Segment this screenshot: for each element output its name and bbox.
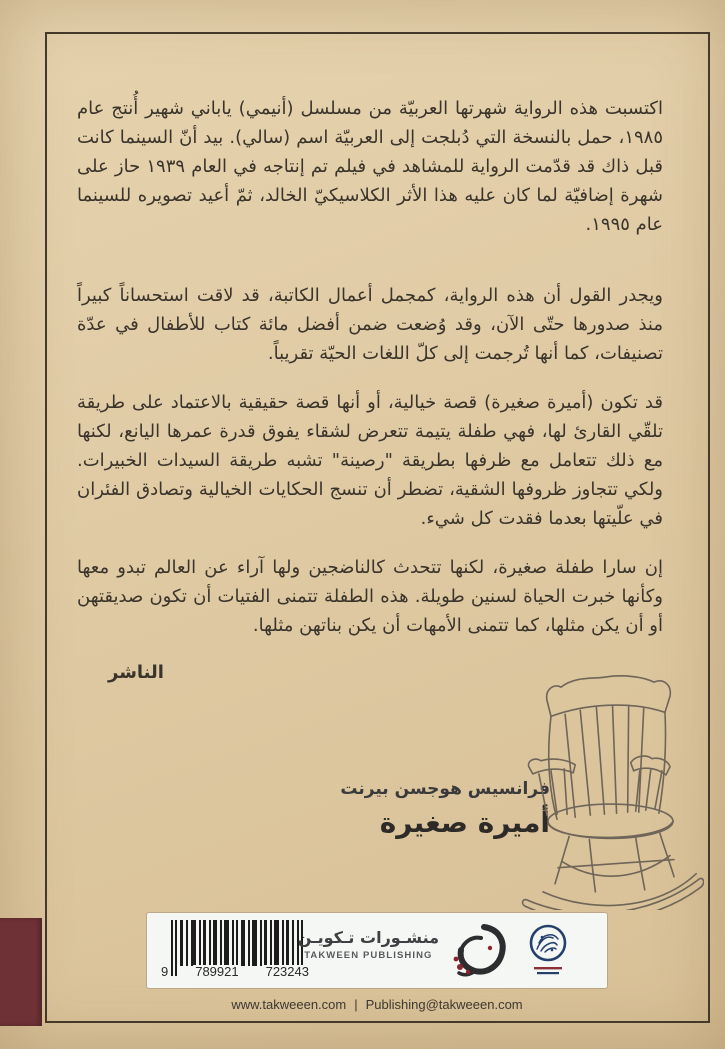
footer-contact-line [147, 997, 607, 1012]
publisher-bar [147, 913, 607, 988]
rafidain-logo-icon [525, 922, 571, 980]
book-title: أميرة صغيرة [379, 806, 550, 839]
barcode-prefix: 9 [161, 964, 169, 979]
barcode-group1: 789921 [195, 964, 239, 979]
blurb-paragraph-1: اكتسبت هذه الرواية شهرتها العربيّة من مسلسل (أنيمي) ياباني شهير أُنتج عام ١٩٨٥، حمل بالنسخة التي دُبلجت إلى العربيّة اسم (سالي). بيد أنّ السينما كانت قبل ذاك قد قدّمت الرواية للمشاهد في فيلم تم إنتاجه في العام ١٩٣٩ حاز على شهرة إضافيّة لما كان عليه هذا الأثر الكلاسيكيّ الخالد، ثمّ أعيد تصويره للسينما عام ١٩٩٥. [77, 98, 664, 235]
takween-name-arabic: منشـورات تـكويـن [297, 928, 439, 947]
blurb-paragraph-4: إن سارا طفلة صغيرة، لكنها تتحدث كالناضجين ولها آراء عن العالم تبدو معها وكأنها خبرت الحياة لسنين طويلة. هذه الطفلة تتمنى الفتيات أن تكون صديقتهن أو أن يكن مثلها، كما تتمنى الأمهات أن يكن بناتهن مثلها. [77, 557, 663, 636]
publisher-signature: الناشر [108, 662, 164, 683]
blurb-paragraph-3: قد تكون (أميرة صغيرة) قصة خيالية، أو أنها قصة حقيقية بالاعتماد على طريقة تلقّي القارئ لها، فهي طفلة يتيمة تتعرض لشقاء يفوق قدرة عمرها اليانع، لكنها مع ذلك تتعامل مع ظرفها بطريقة "رصينة" تشبه طريقة السيدات الخبيرات. ولكي تتجاوز ظروفها الشقية، تضطر أن تنسج الحكايات الخيالية وتصادق الفئران في علّيتها بعدما فقدت كل شيء. [77, 392, 663, 529]
takween-name-english: TAKWEEN PUBLISHING [304, 950, 433, 961]
author-name: فرانسيس هوجسن بيرنت [340, 779, 550, 799]
takween-wordmark [298, 928, 439, 961]
separator: | [354, 997, 358, 1012]
spine-color-band [0, 918, 42, 1026]
barcode-number [159, 965, 311, 979]
rocking-chair-icon [516, 670, 704, 910]
blurb-paragraph-2: ويجدر القول أن هذه الرواية، كمجمل أعمال الكاتبة، قد لاقت استحساناً كبيراً منذ صدورها حتّى الآن، وقد وُضعت ضمن أفضل مائة كتاب للأطفال في عدّة تصنيفات، كما أنها تُرجمت إلى كلّ اللغات الحيّة تقريباً. [77, 285, 663, 364]
barcode-group2: 723243 [265, 964, 309, 979]
website-url: www.takweeen.com [231, 997, 347, 1012]
takween-logo-icon [446, 921, 508, 979]
publisher-email: Publishing@takweeen.com [365, 997, 523, 1012]
